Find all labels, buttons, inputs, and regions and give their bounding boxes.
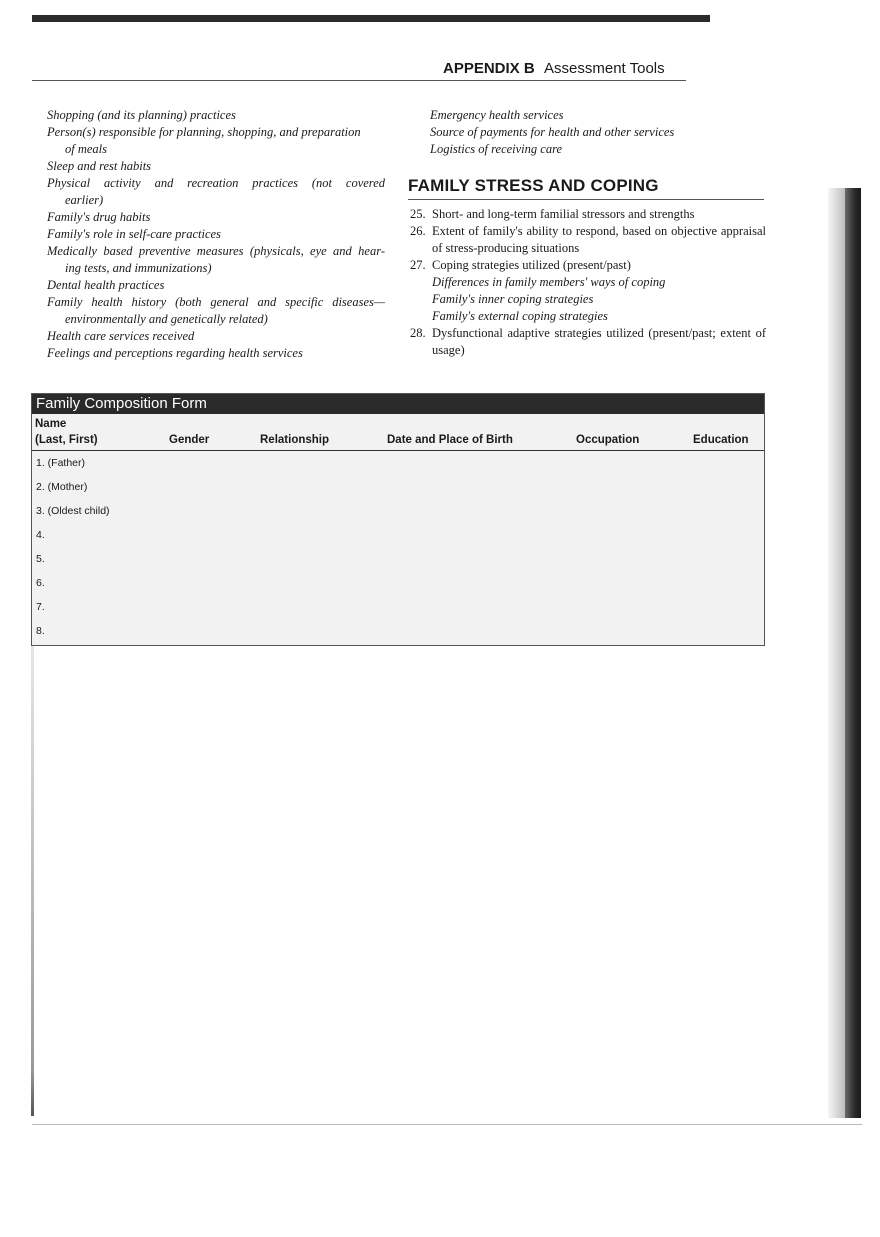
table-row: 5. <box>36 553 45 565</box>
right-column <box>410 107 766 359</box>
form-header-row <box>32 414 764 451</box>
binding-shadow-light <box>828 188 845 1118</box>
sub-item: Family's external coping strategies <box>432 309 608 323</box>
table-row: 4. <box>36 529 45 541</box>
table-row: 6. <box>36 577 45 589</box>
table-row: 8. <box>36 625 45 637</box>
family-composition-form <box>31 393 765 646</box>
numbered-list <box>410 206 766 359</box>
appendix-title: Assessment Tools <box>544 60 665 77</box>
page-left-shadow <box>31 646 34 1116</box>
page-bottom-edge <box>32 1124 862 1125</box>
appendix-label: APPENDIX B <box>443 60 535 77</box>
col-name: Name <box>35 418 67 430</box>
list-item: Dental health practices <box>47 278 165 292</box>
table-row: 2. (Mother) <box>36 481 88 493</box>
page-header <box>443 60 665 77</box>
list-item: Health care services received <box>47 329 195 343</box>
left-column <box>47 107 385 362</box>
list-item: Sleep and rest habits <box>47 159 152 173</box>
sub-item: Differences in family members' ways of coping <box>432 275 666 289</box>
header-rule <box>32 80 686 81</box>
col-gender: Gender <box>169 434 210 446</box>
top-rule <box>32 15 710 22</box>
list-item: Logistics of receiving care <box>430 142 563 156</box>
col-occupation: Occupation <box>576 434 640 446</box>
list-item: Medically based preventive measures (physicals, eye and hear- ing tests, and immunizations) <box>47 244 385 275</box>
numbered-item: 25. Short- and long-term familial stressors and strengths <box>410 207 695 221</box>
list-item: Shopping (and its planning) practices <box>47 108 236 122</box>
table-row: 3. (Oldest child) <box>36 505 110 517</box>
list-item: Person(s) responsible for planning, shopping, and preparation of meals <box>47 125 361 156</box>
col-relationship: Relationship <box>260 434 330 446</box>
section-heading: FAMILY STRESS AND COPING <box>408 176 764 200</box>
binding-shadow <box>845 188 861 1118</box>
sub-item: Family's inner coping strategies <box>432 292 594 306</box>
numbered-item: 26. Extent of family's ability to respond, based on objective appraisal of stress-producing situations <box>410 224 766 255</box>
list-item: Family's drug habits <box>47 210 151 224</box>
table-row: 1. (Father) <box>36 457 86 469</box>
numbered-item: 28. Dysfunctional adaptive strategies utilized (present/past; extent of usage) <box>410 326 766 357</box>
list-item: Family's role in self-care practices <box>47 227 221 241</box>
form-title: Family Composition Form <box>32 394 764 414</box>
col-education: Education <box>693 434 749 446</box>
list-item: Source of payments for health and other services <box>430 125 675 139</box>
list-item: Family health history (both general and specific diseases— environmentally and genetically related) <box>47 295 385 326</box>
list-item: Physical activity and recreation practices (not covered earlier) <box>47 176 385 207</box>
col-name-sub: (Last, First) <box>35 434 98 446</box>
numbered-item: 27. Coping strategies utilized (present/past) Differences in family members' ways of coping Family's inner coping strategies Family's external coping strategies <box>410 257 766 325</box>
table-row: 7. <box>36 601 45 613</box>
list-item: Feelings and perceptions regarding health services <box>47 346 303 360</box>
list-item: Emergency health services <box>430 108 564 122</box>
col-birth: Date and Place of Birth <box>387 434 513 446</box>
form-rows <box>32 451 764 643</box>
